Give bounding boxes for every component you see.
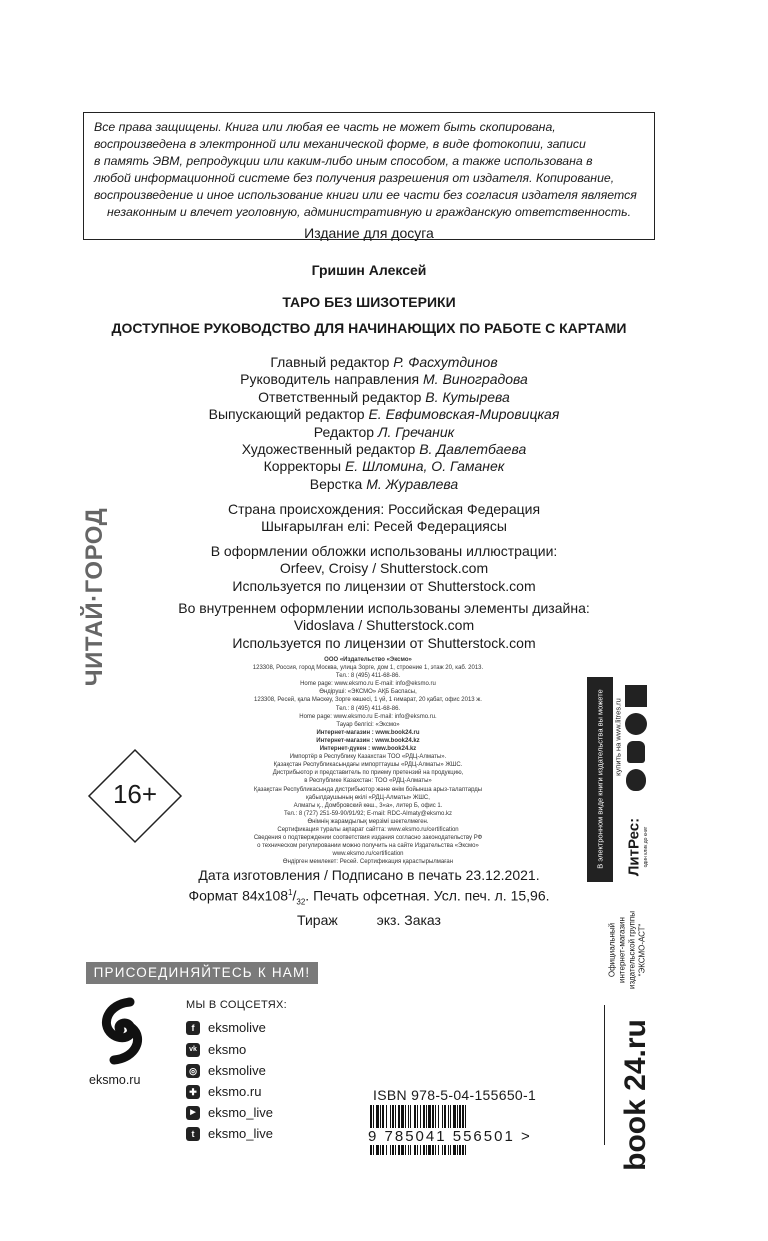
litres-tagline: один клик до книг bbox=[643, 826, 649, 868]
social-item-youtube[interactable] bbox=[186, 1103, 273, 1123]
info-line: Интернет-магазин : www.book24.kz bbox=[316, 737, 420, 744]
origin-block bbox=[0, 501, 768, 536]
instagram-icon: ◎ bbox=[186, 1064, 200, 1078]
info-line: Тел.: 8 (495) 411-68-86. bbox=[335, 673, 401, 680]
book24-brand: book 24.ru bbox=[619, 1019, 652, 1171]
info-line: в Республике Казахстан: ТОО «РДЦ-Алматы» bbox=[304, 778, 432, 785]
rights-line: в память ЭВМ, репродукции или каким-либо иным способом, а также использована в bbox=[94, 154, 593, 168]
social-label: eksmo_live bbox=[208, 1105, 274, 1120]
credit-line: Художественный редактор В. Давлетбаева bbox=[241, 441, 527, 458]
book-title: ТАРО БЕЗ ШИЗОТЕРИКИ bbox=[282, 294, 456, 310]
cover-line: В оформлении обложки использованы иллюстрации: bbox=[210, 543, 558, 559]
twitter-icon: t bbox=[186, 1127, 200, 1141]
info-line: Өндіруші: «ЭКСМО» АҚБ Баспасы, bbox=[319, 689, 417, 696]
author: Гришин Алексей bbox=[311, 262, 427, 278]
litres-line: купить на www.litres.ru bbox=[613, 698, 623, 776]
litres-brand: ЛитРес: bbox=[625, 817, 643, 877]
book-subtitle: ДОСТУПНОЕ РУКОВОДСТВО ДЛЯ НАЧИНАЮЩИХ ПО РАБОТЕ С КАРТАМИ bbox=[111, 320, 627, 336]
rights-line: Все права защищены. Книга или любая ее часть не может быть скопирована, bbox=[94, 120, 556, 134]
design-line: Во внутреннем оформлении использованы элементы дизайна: bbox=[178, 600, 590, 616]
info-line: Алматы қ., Домбровский көш., 3«а», литер Б, офис 1. bbox=[293, 802, 443, 809]
android-icon bbox=[627, 741, 645, 763]
inner-design bbox=[0, 600, 768, 652]
origin-line: Страна происхождения: Российская Федерация bbox=[227, 501, 541, 517]
print-format: Формат $84x108^1/_{32}$. Печать офсетная. Усл. печ. л. 15,96. bbox=[188, 887, 550, 907]
credit-line: Руководитель направления М. Виноградова bbox=[240, 371, 528, 388]
info-line: Өндірген мемлекет: Ресей. Сертификация қарастырылмаған bbox=[282, 859, 454, 866]
cover-line: Orfeev, Croisy / Shutterstock.com bbox=[279, 560, 489, 577]
social-label: eksmo_live bbox=[208, 1126, 274, 1141]
social-item-twitter[interactable] bbox=[186, 1124, 273, 1144]
eksmo-logo bbox=[92, 996, 152, 1066]
info-line: Home page: www.eksmo.ru E-mail: info@eksmo.ru. bbox=[299, 713, 437, 720]
info-line: қабылдаушының өкілі «РДЦ-Алматы» ЖШС, bbox=[306, 794, 430, 801]
social-label: eksmo bbox=[208, 1042, 247, 1057]
rights-line: воспроизведение и иное использование книги или ее части без согласия издателя является bbox=[94, 188, 637, 202]
cover-illustrations bbox=[0, 543, 768, 595]
info-line: Тауар белгісі: «Эксмо» bbox=[336, 721, 400, 728]
credit-line: Главный редактор Р. Фасхутдинов bbox=[270, 354, 498, 370]
info-line: Қазақстан Республикасында дистрибьютор және өнім бойынша арыз-талаптарды bbox=[253, 786, 483, 793]
print-run: Тираж экз. Заказ bbox=[297, 912, 441, 929]
join-banner: ПРИСОЕДИНЯЙТЕСЬ К НАМ! bbox=[86, 962, 318, 984]
credits bbox=[0, 354, 768, 493]
info-line: 123308, Россия, город Москва, улица Зорге, дом 1, строение 1, этаж 20, каб. 2013. bbox=[252, 665, 484, 672]
info-line: Тел.: 8 (495) 411-68-86. bbox=[335, 705, 401, 712]
publisher-site: eksmo.ru bbox=[89, 1073, 141, 1087]
info-line: Дистрибьютор и представитель по приему претензий на продукцию, bbox=[272, 770, 464, 777]
age-rating-label: 16+ bbox=[112, 779, 158, 809]
litres-line: В электронном виде книги издательства вы можете bbox=[595, 689, 605, 869]
isbn: ISBN 978-5-04-155650-1 bbox=[373, 1087, 537, 1103]
rights-notice bbox=[83, 112, 655, 240]
youtube-icon: ▶ bbox=[186, 1106, 200, 1120]
info-line: Сертификация туралы ақпарат сайтта: www.eksmo.ru/certification bbox=[277, 826, 459, 833]
info-line: Интернет-дүкен : www.book24.kz bbox=[319, 746, 417, 753]
barcode-digits: 9 785041 556501 > bbox=[368, 1128, 532, 1145]
social-item-facebook[interactable] bbox=[186, 1018, 266, 1038]
age-rating bbox=[87, 748, 183, 844]
cover-line: Используется по лицензии от Shutterstock.com bbox=[232, 577, 536, 594]
windows-icon bbox=[625, 685, 647, 707]
design-line: Используется по лицензии от Shutterstock.com bbox=[232, 634, 536, 651]
vk-icon: vk bbox=[186, 1043, 200, 1057]
credit-line: Выпускающий редактор Е. Евфимовская-Мировицкая bbox=[208, 406, 560, 423]
social-label: eksmolive bbox=[208, 1020, 266, 1035]
info-line: Home page: www.eksmo.ru E-mail: info@eksmo.ru bbox=[300, 681, 436, 688]
info-line: ООО «Издательство «Эксмо» bbox=[324, 657, 412, 663]
social-item-vk[interactable] bbox=[186, 1040, 246, 1060]
rights-line: воспроизведена в электронной или механической форме, в виде фотокопии, записи bbox=[94, 137, 586, 151]
facebook-icon: f bbox=[186, 1021, 200, 1035]
info-line: о техническом регулировании можно получить на сайте Издательства «Эксмо» bbox=[257, 843, 479, 850]
side-brand-text: ЧИТАЙ·ГОРОД bbox=[81, 507, 108, 687]
chitai-gorod-logo bbox=[75, 492, 115, 702]
info-line: Интернет-магазин : www.book24.ru bbox=[316, 729, 420, 736]
credit-line: Редактор Л. Гречаник bbox=[313, 423, 455, 440]
info-line: www.eksmo.ru/certification bbox=[332, 851, 404, 858]
social-item-instagram[interactable] bbox=[186, 1061, 266, 1081]
book24-block bbox=[606, 910, 656, 1171]
info-line: Қазақстан Республикасындағы импорттаушы «РДЦ-Алматы» ЖШС. bbox=[273, 762, 463, 769]
info-line: 123308, Ресей, қала Мәскеу, Зорге көшесі, 1 үй, 1 ғимарат, 20 қабат, офис 2013 ж. bbox=[254, 697, 482, 704]
design-line: Vidoslava / Shutterstock.com bbox=[293, 617, 475, 634]
info-line: Сведения о подтверждении соответствия издания согласно законодательству РФ bbox=[253, 835, 483, 842]
rights-line: незаконным и влечет уголовную, административную и гражданскую ответственность. bbox=[106, 205, 632, 219]
info-line: Тел.: 8 (727) 251-59-90/91/92; E-mail: RDC-Almaty@eksmo.kz bbox=[283, 810, 453, 817]
origin-line: Шығарылған елі: Ресей Федерациясы bbox=[261, 518, 507, 535]
credit-line: Корректоры Е. Шломина, О. Гаманек bbox=[263, 458, 505, 475]
social-item-eksmo-ru[interactable] bbox=[186, 1082, 261, 1102]
social-title: МЫ В СОЦСЕТЯХ: bbox=[186, 999, 288, 1011]
apple-icon bbox=[626, 769, 646, 791]
info-line: Өнімнің жарамдылық мерзімі шектелмеген. bbox=[307, 818, 429, 825]
social-label: eksmolive bbox=[208, 1063, 266, 1078]
rights-line: любой информационной системе без получения разрешения от издателя. Копирование, bbox=[94, 171, 615, 185]
print-date: Дата изготовления / Подписано в печать 23.12.2021. bbox=[198, 867, 540, 883]
credit-line: Ответственный редактор В. Кутырева bbox=[258, 388, 510, 405]
chrome-icon bbox=[625, 713, 647, 735]
credit-line: Верстка М. Журавлева bbox=[309, 475, 459, 492]
eksmo-ru-icon: ✚ bbox=[186, 1085, 200, 1099]
edition-type: Издание для досуга bbox=[304, 225, 434, 241]
info-line: Импортёр в Республику Казахстан ТОО «РДЦ-Алматы». bbox=[289, 754, 447, 761]
publisher-info bbox=[213, 656, 523, 866]
litres-block bbox=[587, 677, 659, 882]
social-label: eksmo.ru bbox=[208, 1084, 262, 1099]
book24-caption: Официальный интернет-магазин издательской группы "ЭКСМО-АСТ" bbox=[607, 911, 647, 989]
